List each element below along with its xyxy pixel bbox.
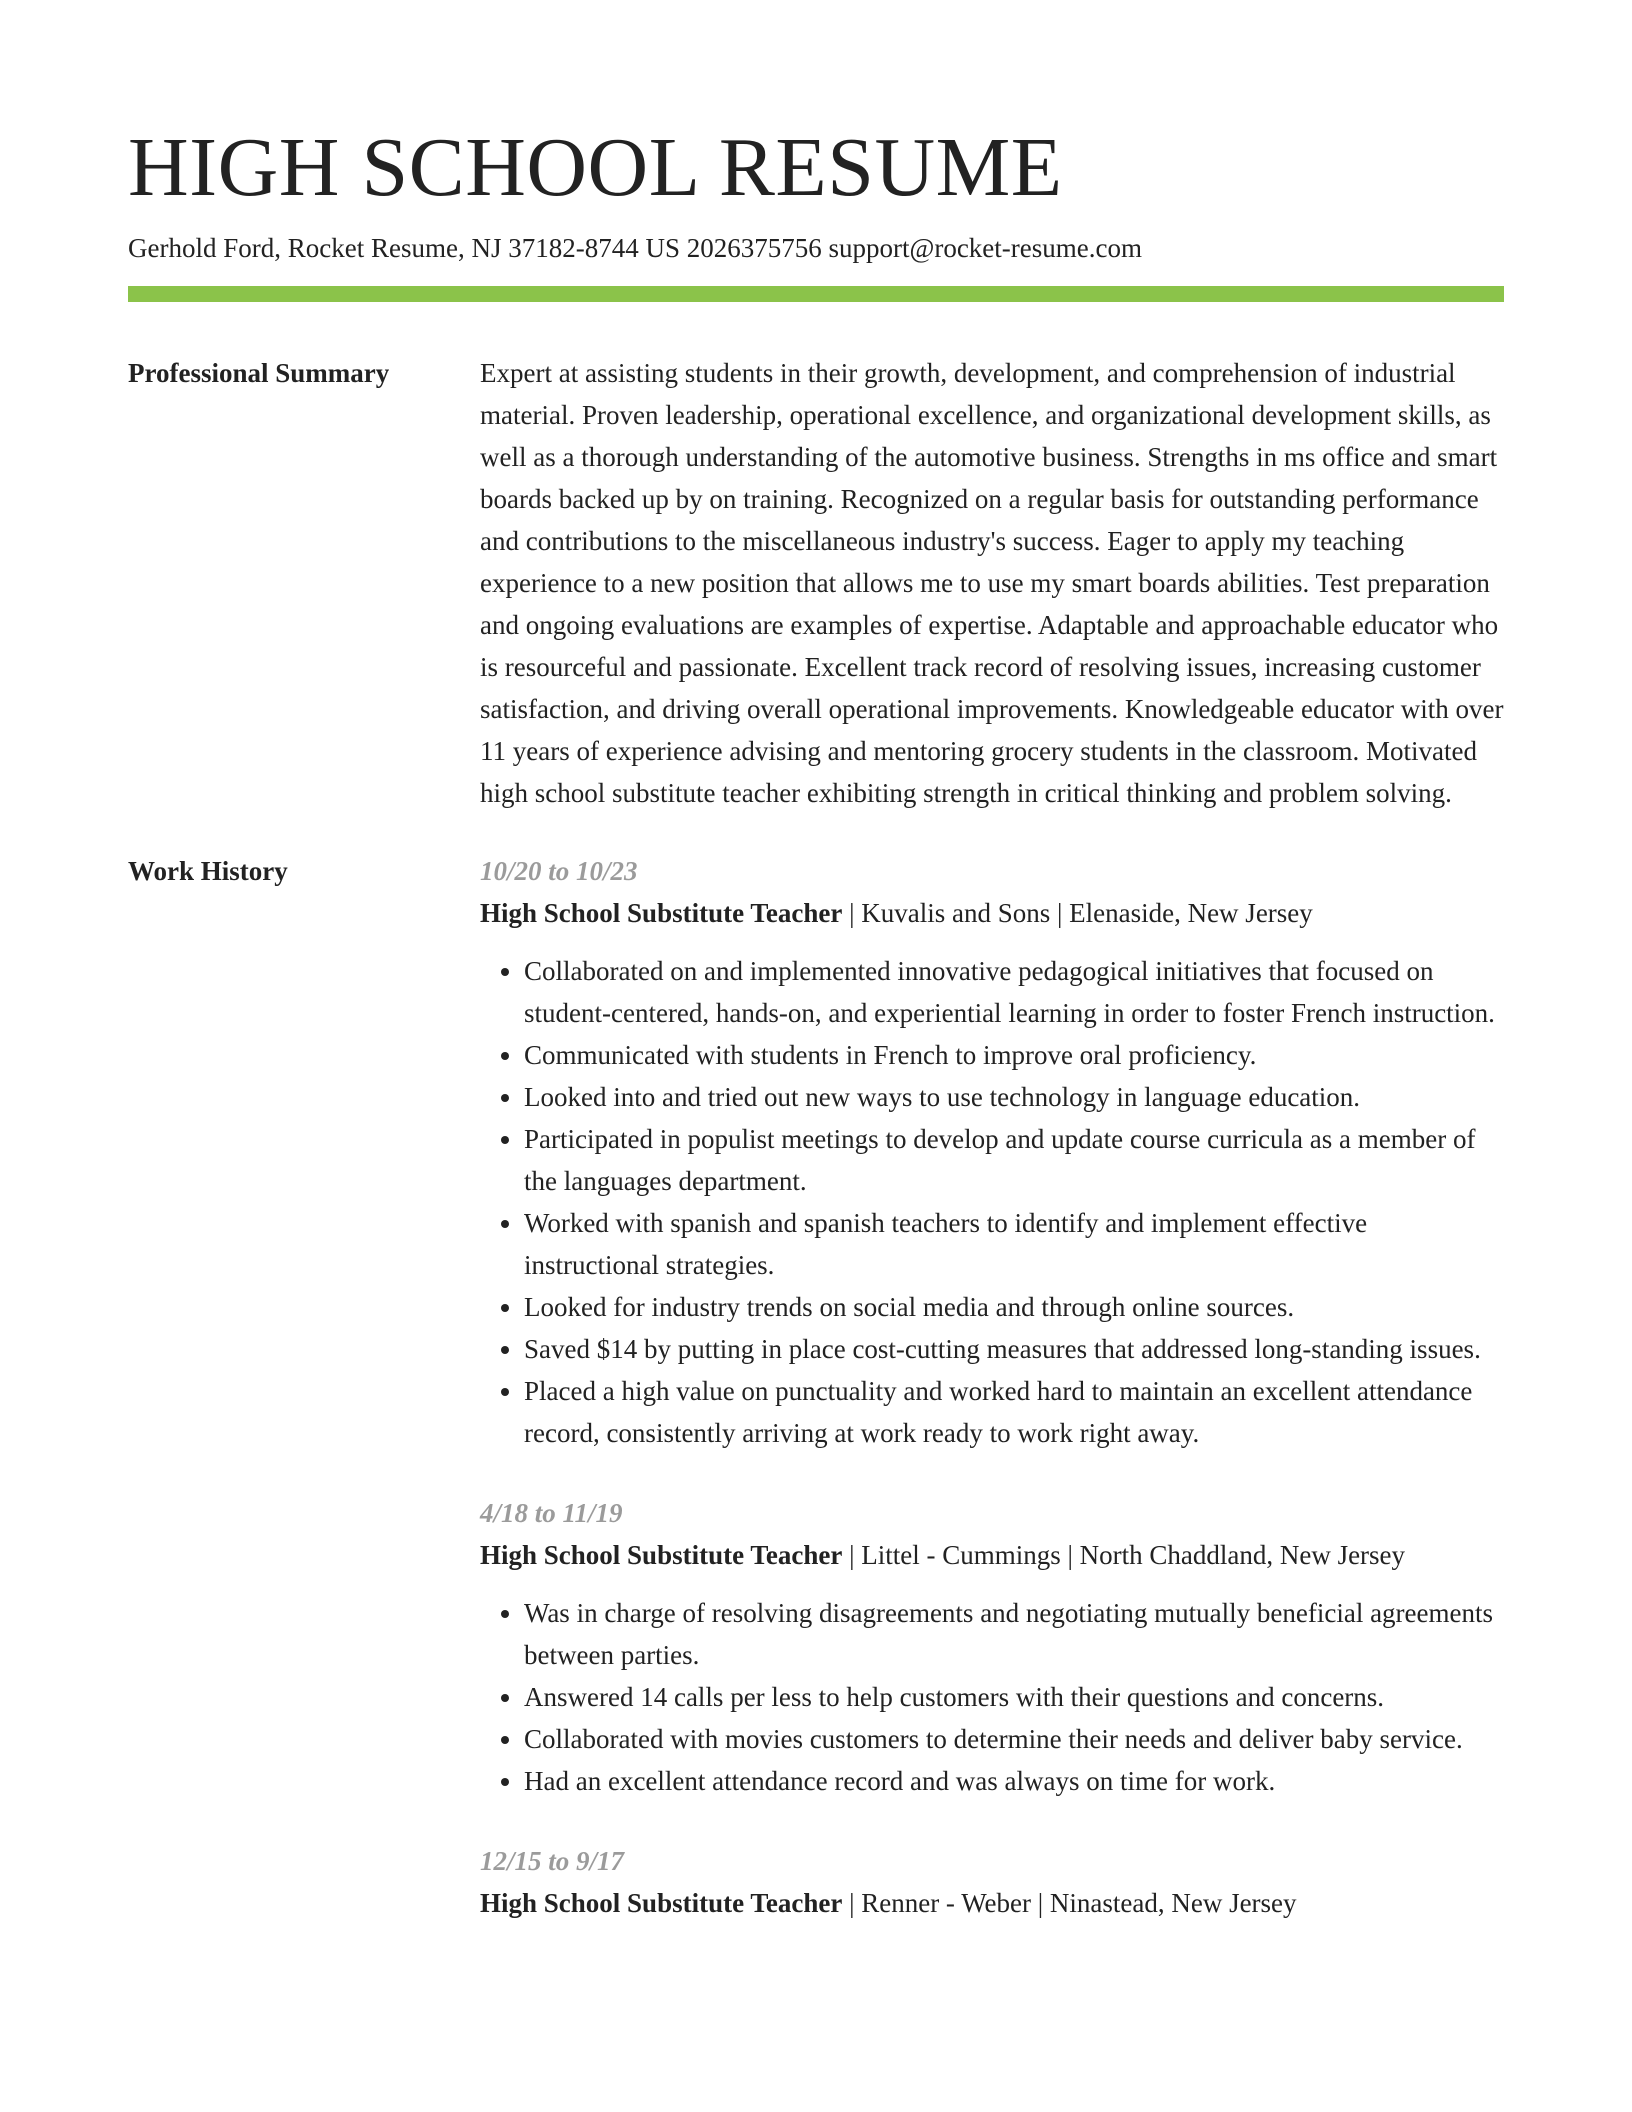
job-bullet: • Collaborated on and implemented innovative pedagogical initiatives that focused on student-centered, hands-on, and experiential learning in order to foster French instruction. — [524, 950, 1504, 1034]
job-title: High School Substitute Teacher — [480, 1540, 843, 1570]
job-bullet: • Worked with spanish and spanish teachers to identify and implement effective instructional strategies. — [524, 1202, 1504, 1286]
contact-line: Gerhold Ford, Rocket Resume, NJ 37182-8744 US 2026375756 support@rocket-resume.com — [128, 233, 1142, 263]
job-bullet: • Had an excellent attendance record and was always on time for work. — [524, 1760, 1504, 1802]
professional-summary-section — [128, 352, 1504, 814]
accent-divider — [128, 286, 1504, 302]
job-dates: 10/20 to 10/23 — [480, 856, 638, 886]
job-details: | Kuvalis and Sons | Elenaside, New Jersey — [842, 898, 1313, 928]
job-bullet: • Collaborated with movies customers to determine their needs and deliver baby service. — [524, 1718, 1504, 1760]
job-details: | Renner - Weber | Ninastead, New Jersey — [842, 1888, 1297, 1918]
job-bullet-list — [480, 950, 1504, 1454]
job-bullet: • Placed a high value on punctuality and worked hard to maintain an excellent attendance record, consistently arriving at work ready to work right away. — [524, 1370, 1504, 1454]
job-details: | Littel - Cummings | North Chaddland, New Jersey — [842, 1540, 1406, 1570]
section-label-summary: Professional Summary — [128, 358, 390, 388]
job-bullet: • Communicated with students in French to improve oral proficiency. — [524, 1034, 1504, 1076]
job-bullet: • Saved $14 by putting in place cost-cutting measures that addressed long-standing issues. — [524, 1328, 1504, 1370]
job-heading — [480, 1534, 1504, 1576]
job-dates: 4/18 to 11/19 — [480, 1498, 623, 1528]
work-history-section — [128, 850, 1504, 1962]
job-heading — [480, 892, 1504, 934]
job-bullet: • Participated in populist meetings to develop and update course curricula as a member of the languages department. — [524, 1118, 1504, 1202]
job-heading — [480, 1882, 1504, 1924]
section-label-work-history: Work History — [128, 856, 288, 886]
job-entry — [480, 1840, 1504, 1924]
job-title: High School Substitute Teacher — [480, 1888, 843, 1918]
resume-page — [128, 118, 1504, 1962]
resume-title: HIGH SCHOOL RESUME — [128, 121, 1063, 214]
work-history-list — [480, 850, 1504, 1962]
job-entry — [480, 850, 1504, 1454]
job-dates: 12/15 to 9/17 — [480, 1846, 625, 1876]
job-title: High School Substitute Teacher — [480, 898, 843, 928]
job-bullet: • Answered 14 calls per less to help customers with their questions and concerns. — [524, 1676, 1504, 1718]
summary-text: Expert at assisting students in their growth, development, and comprehension of industrial material. Proven leadership, operational excellence, and organizational development skills, as well as a thorough understanding of the automotive business. Strengths in ms office and smart boards backed up by on training. Recognized on a regular basis for outstanding performance and contributions to the miscellaneous industry's success. Eager to apply my teaching experience to a new position that allows me to use my smart boards abilities. Test preparation and ongoing evaluations are examples of expertise. Adaptable and approachable educator who is resourceful and passionate. Excellent track record of resolving issues, increasing customer satisfaction, and driving overall operational improvements. Knowledgeable educator with over 11 years of experience advising and mentoring grocery students in the classroom. Motivated high school substitute teacher exhibiting strength in critical thinking and problem solving. — [480, 358, 1504, 808]
job-bullet: • Looked into and tried out new ways to use technology in language education. — [524, 1076, 1504, 1118]
job-bullet: • Looked for industry trends on social media and through online sources. — [524, 1286, 1504, 1328]
job-bullet: • Was in charge of resolving disagreements and negotiating mutually beneficial agreements between parties. — [524, 1592, 1504, 1676]
job-entry — [480, 1492, 1504, 1802]
job-bullet-list — [480, 1592, 1504, 1802]
